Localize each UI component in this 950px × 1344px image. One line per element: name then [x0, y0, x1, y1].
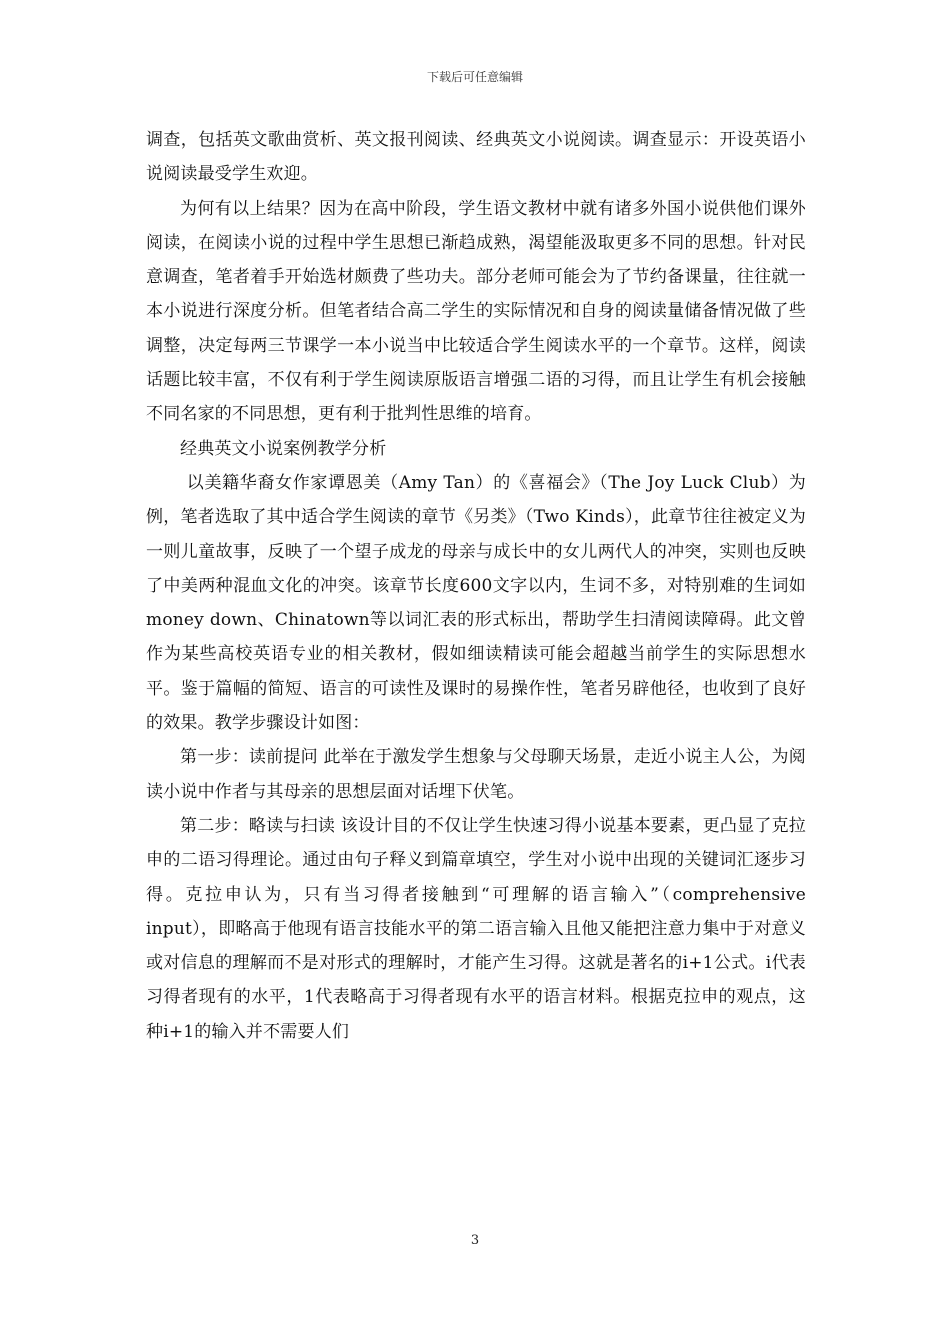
- document-body: [146, 123, 806, 1049]
- paragraph-joy-luck-club: 以美籍华裔女作家谭恩美（Amy Tan）的《喜福会》（The Joy Luck Club）为例，笔者选取了其中适合学生阅读的章节《另类》（Two Kinds），此章节往往被定义为一则儿童故事，反映了一个望子成龙的母亲与成长中的女儿两代人的冲突，实则也反映了中美两种混血文化的冲突。该章节长度600文字以内，生词不多，对特别难的生词如money down、Chinatown等以词汇表的形式标出，帮助学生扫清阅读障碍。此文曾作为某些高校英语专业的相关教材，假如细读精读可能会超越当前学生的实际思想水平。鉴于篇幅的简短、语言的可读性及课时的易操作性，笔者另辟他径，也收到了良好的效果。教学步骤设计如图：: [146, 472, 806, 734]
- page-number: 3: [470, 1233, 480, 1248]
- section-heading: 经典英文小说案例教学分析: [180, 438, 387, 459]
- paragraph-step-one: 第一步：读前提问 此举在于激发学生想象与父母聊天场景，走近小说主人公，为阅读小说中作者与其母亲的思想层面对话埋下伏笔。: [146, 747, 806, 802]
- paragraph-survey-continued: 调查，包括英文歌曲赏析、英文报刊阅读、经典英文小说阅读。调查显示：开设英语小说阅读最受学生欢迎。: [146, 130, 806, 185]
- paragraph-reasons: 为何有以上结果？因为在高中阶段，学生语文教材中就有诸多外国小说供他们课外阅读，在阅读小说的过程中学生思想已渐趋成熟，渴望能汲取更多不同的思想。针对民意调查，笔者着手开始选材颇费了些功夫。部分老师可能会为了节约备课量，往往就一本小说进行深度分析。但笔者结合高二学生的实际情况和自身的阅读量储备情况做了些调整，决定每两三节课学一本小说当中比较适合学生阅读水平的一个章节。这样，阅读话题比较丰富，不仅有利于学生阅读原版语言增强二语的习得，而且让学生有机会接触不同名家的不同思想，更有利于批判性思维的培育。: [146, 198, 806, 425]
- paragraph-step-two: 第二步：略读与扫读 该设计目的不仅让学生快速习得小说基本要素，更凸显了克拉申的二语习得理论。通过由句子释义到篇章填空，学生对小说中出现的关键词汇逐步习得。克拉申认为，只有当习得者接触到“可理解的语言输入”（comprehensive input），即略高于他现有语言技能水平的第二语言输入且他又能把注意力集中于对意义或对信息的理解而不是对形式的理解时，才能产生习得。这就是著名的i+1公式。i代表习得者现有的水平，1代表略高于习得者现有水平的语言材料。根据克拉申的观点，这种i+1的输入并不需要人们: [146, 815, 806, 1042]
- page-header: 下载后可任意编辑: [426, 70, 523, 84]
